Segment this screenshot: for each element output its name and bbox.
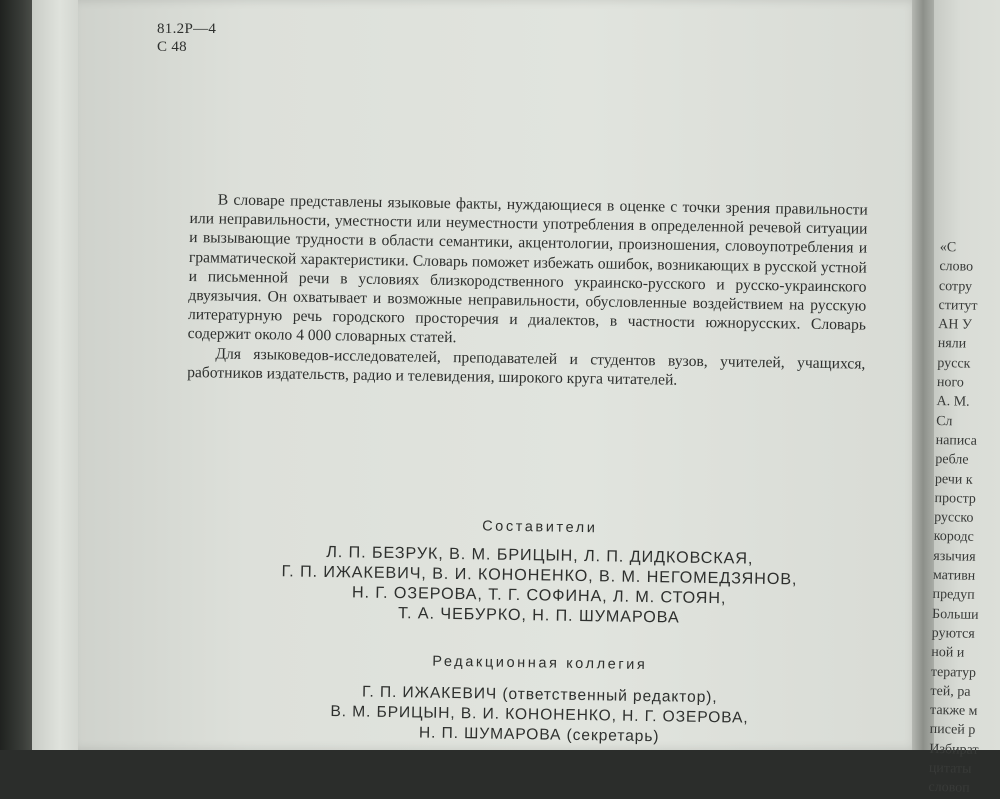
right-fragment: АН У xyxy=(938,317,972,333)
right-fragment: Сл xyxy=(936,413,953,429)
classification-code xyxy=(157,20,216,56)
bbk-index: 81.2Р—4 xyxy=(157,21,217,37)
right-page-text-fragments xyxy=(928,238,1000,799)
right-fragment: тератур xyxy=(930,664,977,681)
right-fragment: писей р xyxy=(929,722,976,739)
author-mark: С 48 xyxy=(157,39,187,55)
board-line: Н. П. ШУМАРОВА (секретарь) xyxy=(418,724,660,746)
right-fragment: «С xyxy=(939,239,957,256)
right-fragment: ребле xyxy=(935,452,969,468)
abstract xyxy=(187,190,868,393)
compilers-line: Л. П. БЕЗРУК, В. М. БРИЦЫН, Л. П. ДИДКОВСКАЯ, xyxy=(326,542,754,568)
right-fragment: мативн xyxy=(932,567,976,584)
right-fragment: словоп xyxy=(928,780,970,797)
right-fragment: слово xyxy=(939,259,974,275)
right-fragment: также м xyxy=(929,703,978,720)
right-fragment: А. М. xyxy=(936,394,970,411)
right-fragment: цитаты xyxy=(928,760,972,777)
right-fragment: няли xyxy=(937,336,967,353)
audience-paragraph: Для языковедов-исследователей, преподавателей и студентов вузов, учителей, учащихся, работников издательств, радио и телевидения, широкого круга читателей. xyxy=(187,345,866,389)
abstract-paragraph: В словаре представлены языковые факты, нуждающиеся в оценке с точки зрения правильности или неправильности, уместности или неуместности употребления в определенной речевой ситуации и вызывающие трудности в области семантики, акцентологии, произношения, словоупотребления и грамматической характеристики. Словарь поможет избежать ошибок, возникающих в русской устной и письменной речи в условиях близкородственного украинско-русского и русско-украинского двуязычия. Он охватывает и возможные неправильности, обусловленные воздействием на русскую литературную речь городского просторечия и диалектов, в частности южнорусских. Словарь содержит около 4 000 словарных статей. xyxy=(187,191,868,347)
compilers-list xyxy=(199,540,880,631)
right-fragment: Избират xyxy=(929,741,979,758)
book-cover-edge xyxy=(32,0,78,750)
right-fragment: простр xyxy=(934,490,977,507)
right-fragment: сотру xyxy=(938,278,973,295)
right-fragment: русско xyxy=(933,510,974,526)
book-cover-spine xyxy=(0,0,32,750)
right-fragment: русск xyxy=(937,355,971,372)
right-fragment: руются xyxy=(931,625,975,642)
right-fragment: тей, ра xyxy=(930,683,971,700)
right-fragment: предуп xyxy=(932,587,975,604)
board-line: Г. П. ИЖАКЕВИЧ (ответственный редактор), xyxy=(361,683,718,707)
compilers-line: Т. А. ЧЕБУРКО, Н. П. ШУМАРОВА xyxy=(397,604,680,627)
right-fragment: ной и xyxy=(931,645,965,661)
right-fragment: написа xyxy=(935,432,978,449)
compilers-line: Г. П. ИЖАКЕВИЧ, В. И. КОНОНЕНКО, В. М. НЕГОМЕДЗЯНОВ, xyxy=(281,562,798,589)
right-fragment: ститут xyxy=(938,297,978,314)
right-fragment: ного xyxy=(936,375,965,391)
right-fragment: язычия xyxy=(933,548,976,565)
right-fragment: Больши xyxy=(931,606,979,623)
compilers-heading: Составители xyxy=(482,518,598,537)
right-fragment: речи к xyxy=(934,471,973,488)
board-line: В. М. БРИЦЫН, В. И. КОНОНЕНКО, Н. Г. ОЗЕРОВА, xyxy=(330,703,749,727)
editorial-board-list xyxy=(199,680,880,751)
right-fragment: кородс xyxy=(933,529,974,546)
compilers-line: Н. Г. ОЗЕРОВА, Т. Г. СОФИНА, Л. М. СТОЯН, xyxy=(351,583,727,608)
editorial-board-heading: Редакционная коллегия xyxy=(432,653,648,674)
